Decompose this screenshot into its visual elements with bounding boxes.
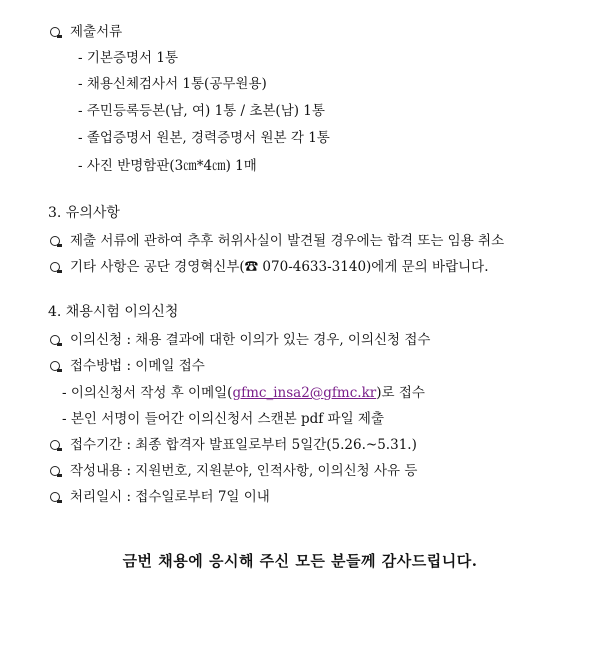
notice-text: 제출 서류에 관하여 추후 허위사실이 발견될 경우에는 합격 또는 임용 취소 xyxy=(70,233,505,249)
closing-message: 금번 채용에 응시해 주신 모든 분들께 감사드립니다. xyxy=(122,552,478,570)
doc-item-text: - 사진 반명함판(3㎝*4㎝) 1매 xyxy=(78,158,257,174)
list-item xyxy=(62,409,384,429)
appeal-text: 접수기간 : 최종 합격자 발표일로부터 5일간(5.26.~5.31.) xyxy=(70,437,417,453)
bullet-icon xyxy=(50,236,60,246)
list-item xyxy=(62,383,425,403)
list-item xyxy=(78,128,330,148)
doc-item-text: - 기본증명서 1통 xyxy=(78,50,178,66)
sub-item-text: - 본인 서명이 들어간 이의신청서 스캔본 pdf 파일 제출 xyxy=(62,411,384,427)
docs-title xyxy=(50,22,122,42)
bullet-icon xyxy=(50,262,60,272)
list-item xyxy=(50,487,270,507)
list-item xyxy=(50,461,417,481)
list-item xyxy=(78,74,267,94)
doc-item-text: - 주민등록등본(남, 여) 1통 / 초본(남) 1통 xyxy=(78,103,325,119)
appeal-text: 접수방법 : 이메일 접수 xyxy=(70,358,205,374)
bullet-icon xyxy=(50,27,60,37)
bullet-icon xyxy=(50,335,60,345)
email-link[interactable]: gfmc_insa2@gfmc.kr xyxy=(232,385,377,401)
list-item xyxy=(78,48,178,68)
bullet-icon xyxy=(50,361,60,371)
sub-item-text: - 이의신청서 작성 후 이메일( xyxy=(62,385,233,401)
bullet-icon xyxy=(50,492,60,502)
list-item xyxy=(50,330,430,350)
appeal-text: 작성내용 : 지원번호, 지원분야, 인적사항, 이의신청 사유 등 xyxy=(70,463,418,479)
appeal-text: 이의신청 : 채용 결과에 대한 이의가 있는 경우, 이의신청 접수 xyxy=(70,332,431,348)
doc-item-text: - 졸업증명서 원본, 경력증명서 원본 각 1통 xyxy=(78,130,330,146)
list-item xyxy=(78,156,257,176)
sub-item-text: )로 접수 xyxy=(376,385,425,401)
list-item xyxy=(78,101,325,121)
list-item xyxy=(50,257,489,277)
bullet-icon xyxy=(50,440,60,450)
doc-item-text: - 채용신체검사서 1통(공무원용) xyxy=(78,76,267,92)
section-4-heading: 4. 채용시험 이의신청 xyxy=(48,304,179,320)
list-item xyxy=(50,356,205,376)
section-3-heading: 3. 유의사항 xyxy=(48,205,120,221)
notice-text: 기타 사항은 공단 경영혁신부(☎ 070-4633-3140)에게 문의 바랍니다. xyxy=(70,259,489,275)
bullet-icon xyxy=(50,466,60,476)
appeal-text: 처리일시 : 접수일로부터 7일 이내 xyxy=(70,489,270,505)
list-item xyxy=(50,435,417,455)
docs-title-text: 제출서류 xyxy=(70,24,123,40)
list-item xyxy=(50,231,504,251)
